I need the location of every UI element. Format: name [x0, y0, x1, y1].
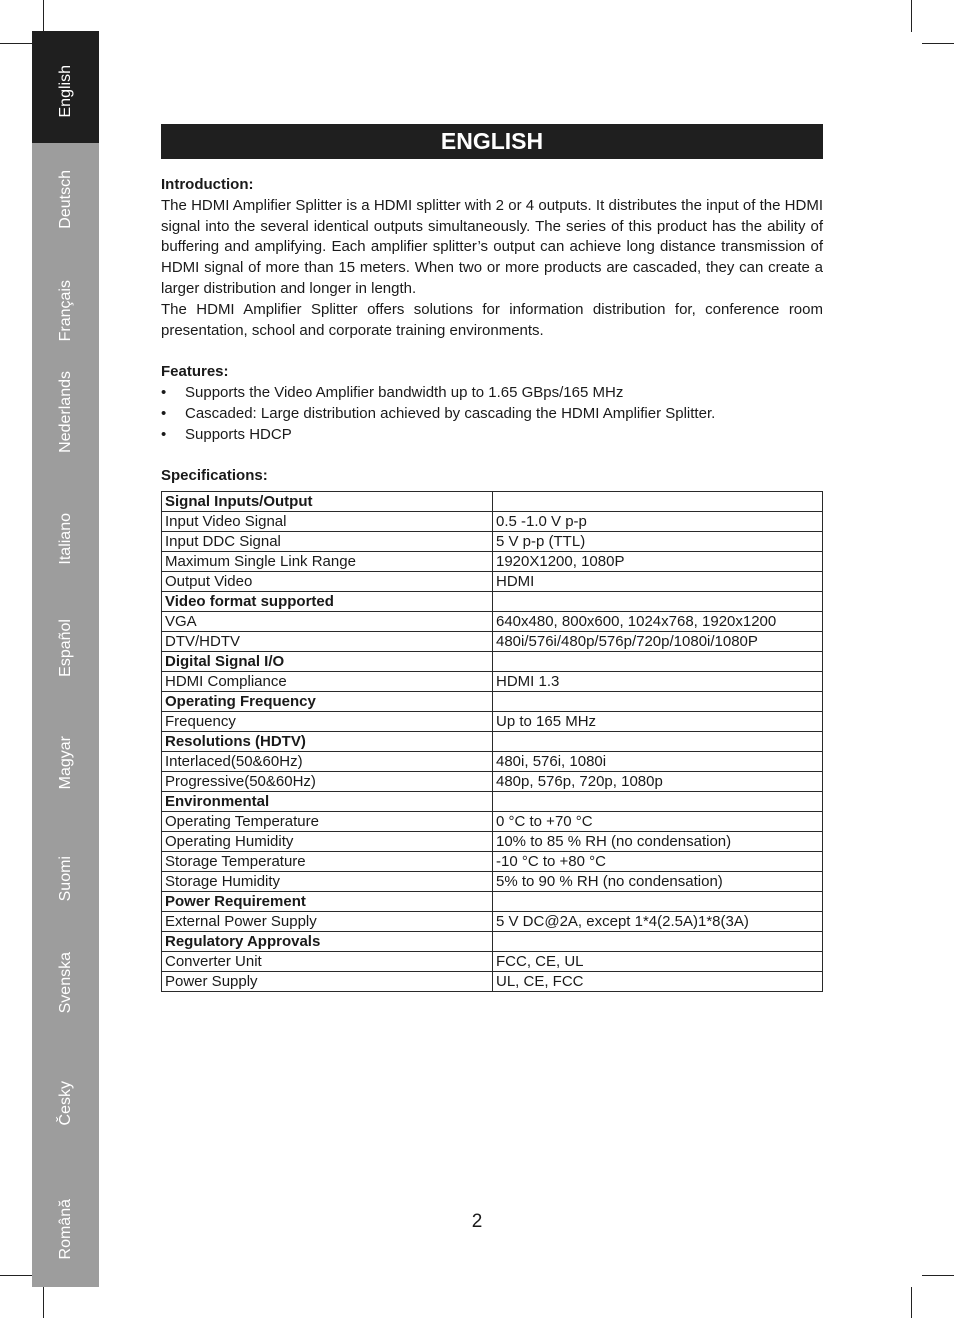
specifications-heading: Specifications:: [161, 467, 268, 485]
spec-value: 480p, 576p, 720p, 1080p: [493, 771, 823, 791]
spec-section-label: Regulatory Approvals: [162, 931, 493, 951]
spec-label: Converter Unit: [162, 951, 493, 971]
spec-label: Frequency: [162, 711, 493, 731]
spec-value: 10% to 85 % RH (no condensation): [493, 831, 823, 851]
table-row: [162, 611, 823, 631]
tab-label: Français: [56, 279, 74, 341]
spec-value: 640x480, 800x600, 1024x768, 1920x1200: [493, 611, 823, 631]
tab-label: Română: [56, 1198, 74, 1259]
table-row: [162, 591, 823, 611]
features-heading: Features:: [161, 363, 229, 381]
spec-label: Operating Temperature: [162, 811, 493, 831]
main-content: [161, 175, 823, 992]
tab-label: Svenska: [56, 951, 74, 1013]
tab-svenska[interactable]: [32, 927, 99, 1039]
spec-section-label: Digital Signal I/O: [162, 651, 493, 671]
introduction-paragraph: The HDMI Amplifier Splitter is a HDMI splitter with 2 or 4 outputs. It distributes the input of the HDMI signal into the several identical outputs simultaneously. The series of this product has the ability of buffering and amplifying. Each amplifier splitter’s output can achieve long distance transmission of HDMI signal of more than 15 meters. When two or more products are cascaded, they can create a larger distribution and longer in length.: [161, 196, 823, 297]
table-row: [162, 711, 823, 731]
spec-value: 480i/576i/480p/576p/720p/1080i/1080P: [493, 631, 823, 651]
table-row: [162, 911, 823, 931]
spec-section-label: Environmental: [162, 791, 493, 811]
tab-deutsch[interactable]: [32, 143, 99, 255]
spec-value: FCC, CE, UL: [493, 951, 823, 971]
spec-value: 480i, 576i, 1080i: [493, 751, 823, 771]
spec-label: Storage Temperature: [162, 851, 493, 871]
table-row: [162, 951, 823, 971]
tab-label: Español: [56, 619, 74, 677]
table-row: [162, 531, 823, 551]
introduction-paragraph: The HDMI Amplifier Splitter offers solutions for information distribution for, conference room presentation, school and corporate training environments.: [161, 300, 823, 339]
crop-mark: [911, 0, 912, 32]
table-row: [162, 671, 823, 691]
tab-english[interactable]: [32, 31, 99, 143]
feature-text: Cascaded: Large distribution achieved by cascading the HDMI Amplifier Splitter.: [185, 404, 716, 422]
spec-value: HDMI: [493, 571, 823, 591]
table-row: [162, 571, 823, 591]
tab-label: Magyar: [56, 735, 74, 789]
tab-italiano[interactable]: [32, 479, 99, 591]
spec-label: HDMI Compliance: [162, 671, 493, 691]
table-row: [162, 871, 823, 891]
crop-mark: [43, 0, 44, 32]
specifications-table: [161, 491, 823, 992]
spec-value: [493, 791, 823, 811]
spec-value: 5 V DC@2A, except 1*4(2.5A)1*8(3A): [493, 911, 823, 931]
spec-label: External Power Supply: [162, 911, 493, 931]
crop-mark: [43, 1287, 44, 1318]
spec-value: [493, 931, 823, 951]
list-item: [161, 383, 823, 404]
table-row: [162, 651, 823, 671]
spec-value: UL, CE, FCC: [493, 971, 823, 991]
tab-suomi[interactable]: [32, 815, 99, 927]
tab-label: Italiano: [56, 513, 74, 565]
table-row: [162, 931, 823, 951]
table-row: [162, 751, 823, 771]
table-row: [162, 851, 823, 871]
crop-mark: [922, 43, 954, 44]
feature-text: Supports HDCP: [185, 425, 292, 443]
spec-section-label: Video format supported: [162, 591, 493, 611]
spec-label: Maximum Single Link Range: [162, 551, 493, 571]
spec-value: HDMI 1.3: [493, 671, 823, 691]
crop-mark: [0, 1275, 32, 1276]
table-row: [162, 771, 823, 791]
language-tabs: [32, 31, 99, 1287]
spec-section-label: Power Requirement: [162, 891, 493, 911]
list-item: [161, 425, 823, 446]
features-list: [161, 383, 823, 445]
tab-label: Česky: [56, 1080, 74, 1125]
spec-value: [493, 591, 823, 611]
spec-label: Operating Humidity: [162, 831, 493, 851]
table-row: [162, 971, 823, 991]
table-row: [162, 731, 823, 751]
tab-label: English: [56, 64, 74, 117]
spec-value: 0.5 -1.0 V p-p: [493, 511, 823, 531]
tab-cesky[interactable]: [32, 1039, 99, 1151]
tab-romana[interactable]: [32, 1151, 99, 1285]
table-row: [162, 631, 823, 651]
tab-francais[interactable]: [32, 255, 99, 367]
tab-nederlands[interactable]: [32, 367, 99, 479]
spec-value: -10 °C to +80 °C: [493, 851, 823, 871]
crop-mark: [0, 43, 32, 44]
table-row: [162, 811, 823, 831]
spec-label: Power Supply: [162, 971, 493, 991]
spec-label: Progressive(50&60Hz): [162, 771, 493, 791]
spec-label: Storage Humidity: [162, 871, 493, 891]
feature-text: Supports the Video Amplifier bandwidth up to 1.65 GBps/165 MHz: [185, 383, 624, 401]
spec-label: Interlaced(50&60Hz): [162, 751, 493, 771]
table-row: [162, 551, 823, 571]
bullet: •: [161, 383, 167, 401]
table-row: [162, 831, 823, 851]
spec-value: 5 V p-p (TTL): [493, 531, 823, 551]
spec-value: [493, 691, 823, 711]
spec-value: [493, 491, 823, 511]
spec-value: [493, 731, 823, 751]
list-item: [161, 404, 823, 425]
tab-label: Deutsch: [56, 170, 74, 229]
table-row: [162, 511, 823, 531]
spec-value: [493, 891, 823, 911]
spec-label: VGA: [162, 611, 493, 631]
section-banner: ENGLISH: [161, 124, 823, 159]
table-row: [162, 691, 823, 711]
tab-label: Suomi: [56, 855, 74, 901]
spec-value: Up to 165 MHz: [493, 711, 823, 731]
spec-section-label: Resolutions (HDTV): [162, 731, 493, 751]
tab-magyar[interactable]: [32, 703, 99, 815]
spec-value: 1920X1200, 1080P: [493, 551, 823, 571]
table-row: [162, 791, 823, 811]
crop-mark: [911, 1287, 912, 1318]
tab-espanol[interactable]: [32, 591, 99, 703]
spec-label: Input Video Signal: [162, 511, 493, 531]
tab-label: Nederlands: [56, 371, 74, 453]
page-number: 2: [471, 1211, 483, 1232]
crop-mark: [922, 1275, 954, 1276]
table-row: [162, 891, 823, 911]
spec-label: Output Video: [162, 571, 493, 591]
spec-value: 0 °C to +70 °C: [493, 811, 823, 831]
spec-section-label: Operating Frequency: [162, 691, 493, 711]
spec-value: [493, 651, 823, 671]
spec-label: DTV/HDTV: [162, 631, 493, 651]
spec-label: Input DDC Signal: [162, 531, 493, 551]
bullet: •: [161, 404, 167, 422]
table-row: [162, 491, 823, 511]
spec-section-label: Signal Inputs/Output: [162, 491, 493, 511]
bullet: •: [161, 425, 167, 443]
introduction-heading: Introduction:: [161, 176, 254, 193]
spec-value: 5% to 90 % RH (no condensation): [493, 871, 823, 891]
